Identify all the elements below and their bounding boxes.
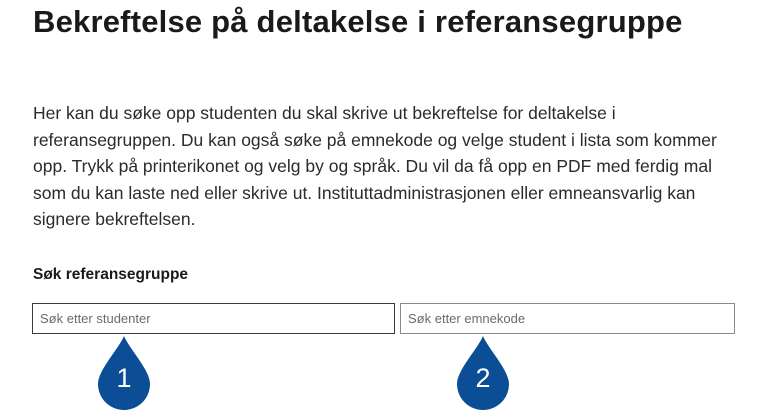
callout-marker-number: 2 [475,363,491,393]
intro-text: Her kan du søke opp studenten du skal skrive ut bekreftelse for deltakelse i referansegruppen. Du kan også søke på emnekode og velge student i lista som kommer opp. Trykk på printerikonet og velg by og språk. Du vil da få opp en PDF med ferdig mal som du kan laste ned eller skrive ut. Instituttadministrasjonen eller emneansvarlig kan signere bekreftelsen. [33,103,717,229]
page-title: Bekreftelse på deltakelse i referansegruppe [33,4,683,39]
callout-marker-2 [455,334,511,410]
course-code-search-input[interactable] [400,303,735,334]
callout-marker-number: 1 [116,363,132,393]
callout-marker-1 [96,334,152,410]
student-search-input[interactable] [32,303,395,334]
search-heading: Søk referansegruppe [33,266,189,283]
